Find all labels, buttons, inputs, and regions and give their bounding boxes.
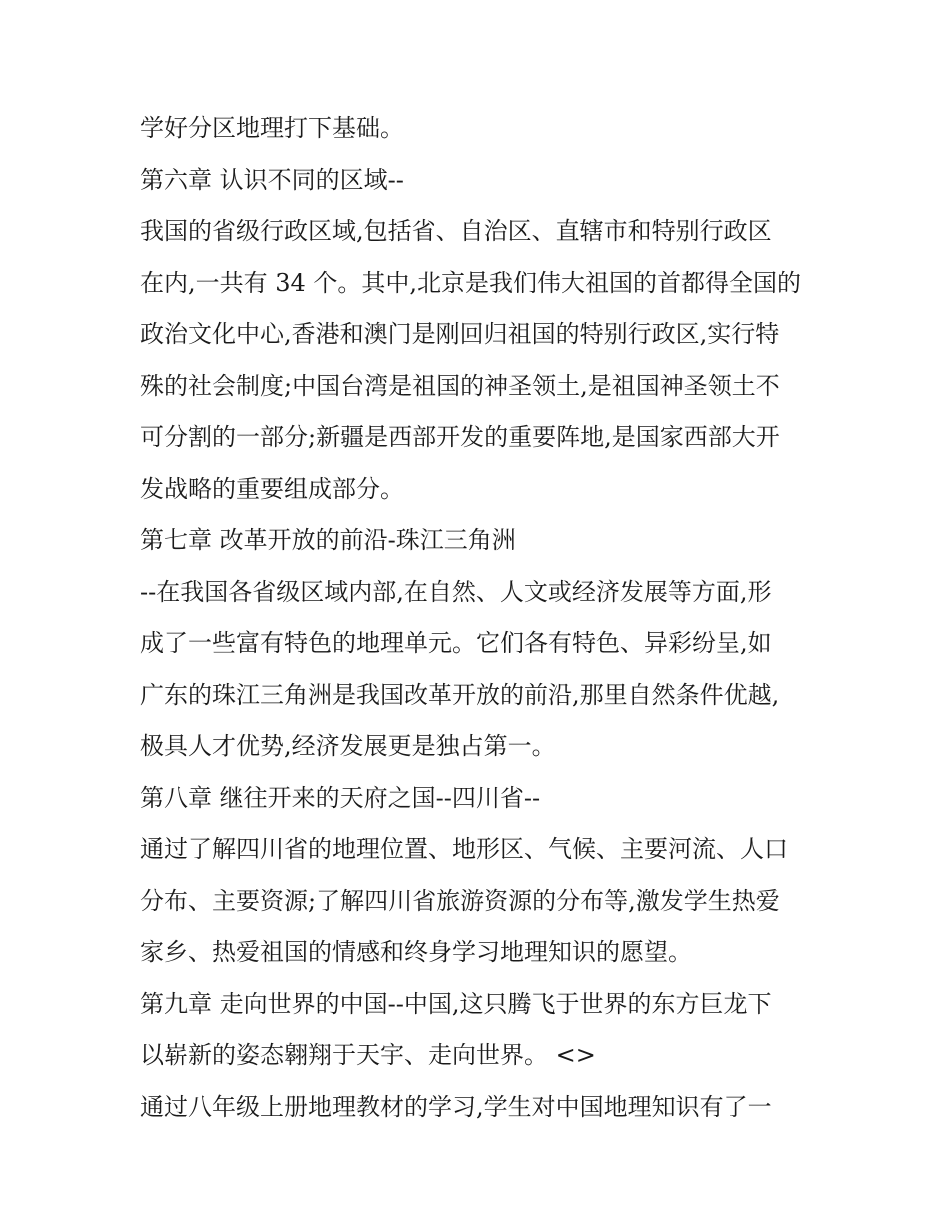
text-line: 成了一些富有特色的地理单元。它们各有特色、异彩纷呈,如 [140, 629, 772, 657]
document-body [140, 103, 820, 1133]
text-line: 通过了解四川省的地理位置、地形区、气候、主要河流、人口 [140, 835, 788, 863]
text-line: 广东的珠江三角洲是我国改革开放的前沿,那里自然条件优越, [140, 680, 780, 709]
text-line: --在我国各省级区域内部,在自然、人文或经济发展等方面,形 [140, 577, 772, 606]
text-line: 分布、主要资源;了解四川省旅游资源的分布等,激发学生热爱 [140, 886, 780, 915]
text-line: 通过八年级上册地理教材的学习,学生对中国地理知识有了一 [140, 1092, 772, 1121]
text-line: 家乡、热爱祖国的情感和终身学习地理知识的愿望。 [140, 938, 692, 966]
text-line: 发战略的重要组成部分。 [140, 474, 404, 503]
chapter-heading: 第八章 继往开来的天府之国--四川省-- [140, 783, 541, 812]
text-line: 学好分区地理打下基础。 [140, 114, 404, 142]
text-line: 以崭新的姿态翱翔于天宇、走向世界。 <> [140, 1041, 596, 1069]
chapter-heading: 第九章 走向世界的中国--中国,这只腾飞于世界的东方巨龙下 [140, 989, 772, 1018]
chapter-heading: 第七章 改革开放的前沿-珠江三角洲 [140, 526, 516, 554]
text-line: 可分割的一部分;新疆是西部开发的重要阵地,是国家西部大开 [140, 423, 780, 451]
chapter-heading: 第六章 认识不同的区域-- [140, 165, 404, 194]
text-line: 政治文化中心,香港和澳门是刚回归祖国的特别行政区,实行特 [140, 320, 780, 348]
text-line: 极具人才优势,经济发展更是独占第一。 [140, 732, 556, 760]
text-line: 我国的省级行政区域,包括省、自治区、直辖市和特别行政区 [140, 217, 772, 245]
text-line: 殊的社会制度;中国台湾是祖国的神圣领土,是祖国神圣领土不 [140, 371, 780, 400]
text-line: 在内,一共有 34 个。其中,北京是我们伟大祖国的首都得全国的 [140, 268, 802, 297]
